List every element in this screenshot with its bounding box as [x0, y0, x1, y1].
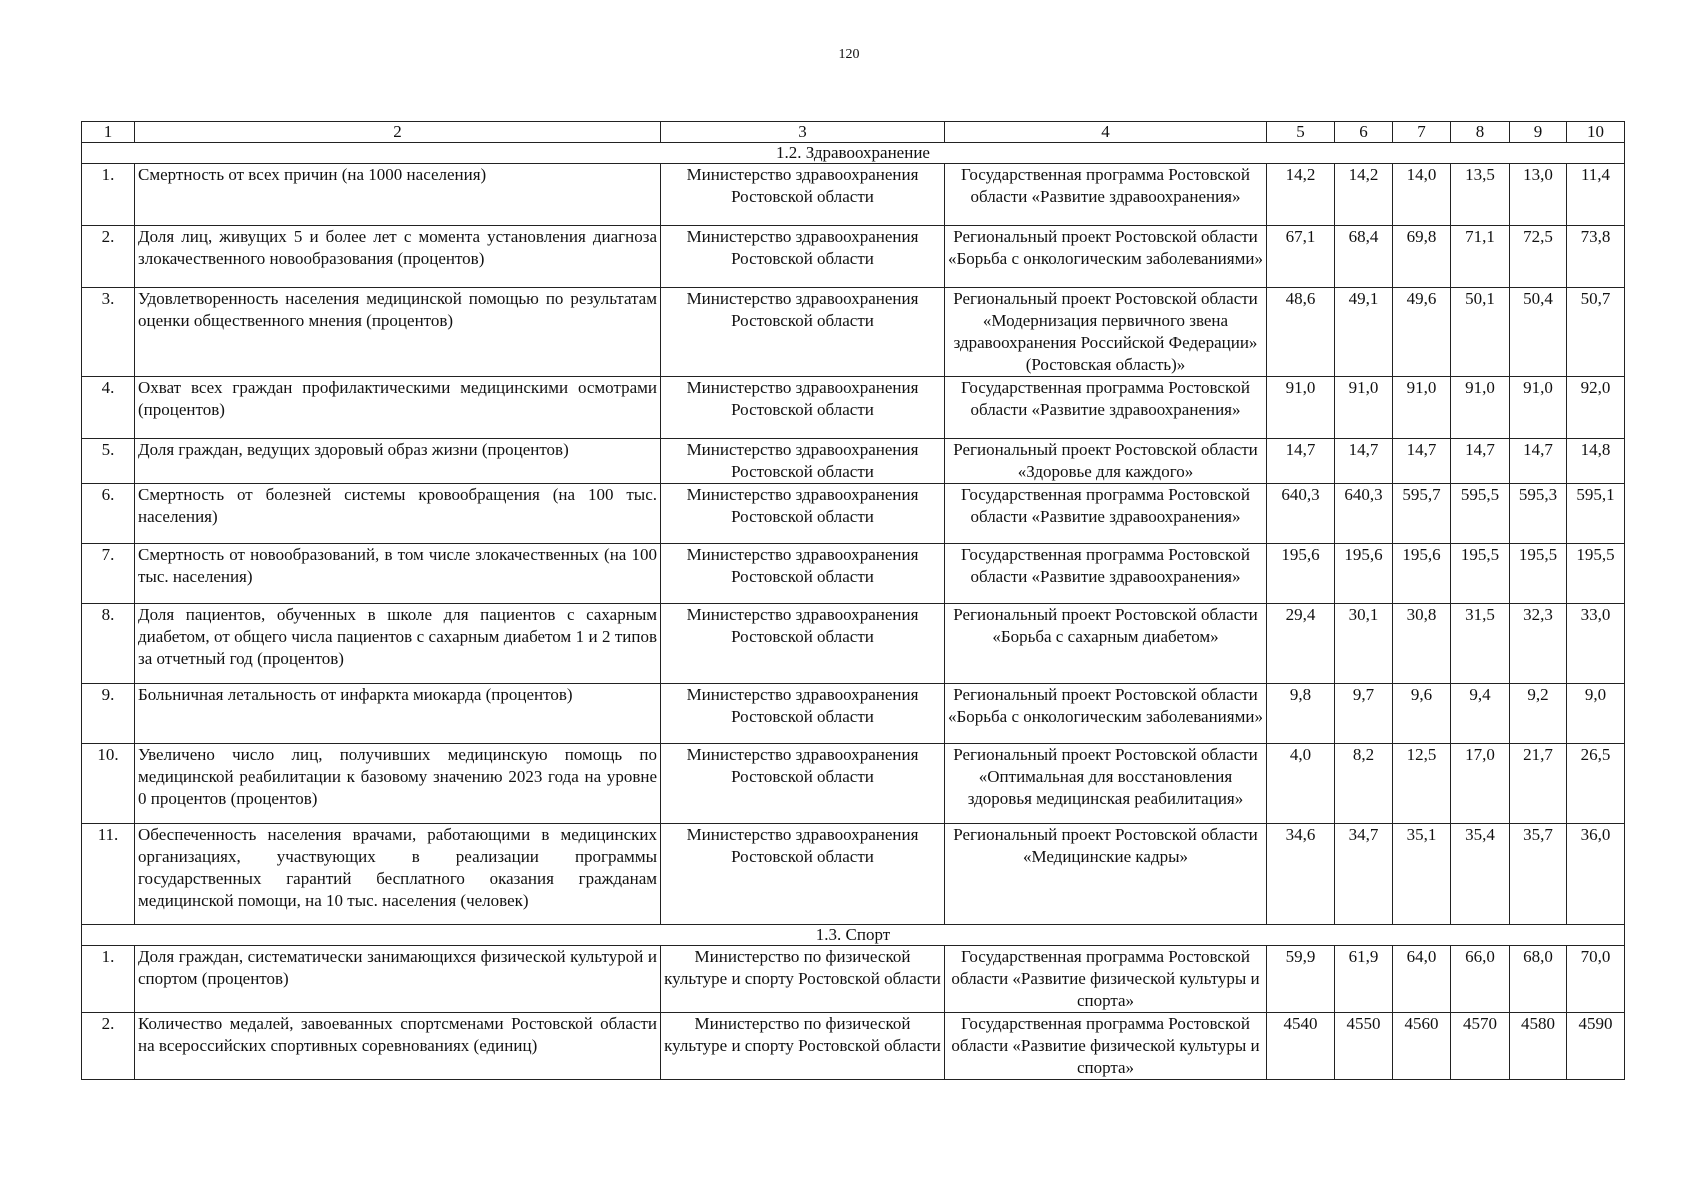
column-header: 8 — [1451, 122, 1510, 143]
indicator-value: 13,5 — [1451, 164, 1510, 226]
indicator-value: 9,6 — [1393, 684, 1451, 744]
indicator-value: 36,0 — [1567, 824, 1625, 925]
table-row — [82, 544, 1625, 604]
table-row — [82, 377, 1625, 439]
row-number: 6. — [82, 484, 135, 544]
indicator-value: 595,7 — [1393, 484, 1451, 544]
program-name: Государственная программа Ростовской области «Развитие здравоохранения» — [945, 484, 1267, 544]
table-row — [82, 824, 1625, 925]
indicator-name: Увеличено число лиц, получивших медицинскую помощь по медицинской реабилитации к базовому значению 2023 года на уровне 0 процентов (процентов) — [135, 744, 661, 824]
responsible-executor: Министерство здравоохранения Ростовской области — [661, 604, 945, 684]
page-number: 120 — [838, 47, 860, 62]
indicator-value: 32,3 — [1510, 604, 1567, 684]
row-number: 1. — [82, 946, 135, 1013]
indicator-value: 48,6 — [1267, 288, 1335, 377]
responsible-executor: Министерство здравоохранения Ростовской области — [661, 744, 945, 824]
column-header: 9 — [1510, 122, 1567, 143]
indicator-value: 9,4 — [1451, 684, 1510, 744]
indicator-value: 13,0 — [1510, 164, 1567, 226]
indicator-value: 21,7 — [1510, 744, 1567, 824]
indicator-value: 11,4 — [1567, 164, 1625, 226]
responsible-executor: Министерство здравоохранения Ростовской области — [661, 288, 945, 377]
indicator-value: 26,5 — [1567, 744, 1625, 824]
indicator-value: 66,0 — [1451, 946, 1510, 1013]
program-name: Региональный проект Ростовской области «Борьба с онкологическим заболеваниями» — [945, 684, 1267, 744]
responsible-executor: Министерство здравоохранения Ростовской области — [661, 226, 945, 288]
table-row — [82, 946, 1625, 1013]
program-name: Региональный проект Ростовской области «Модернизация первичного звена здравоохранения Российской Федерации» (Ростовская область)» — [945, 288, 1267, 377]
indicator-value: 195,6 — [1267, 544, 1335, 604]
indicators-table — [81, 121, 1625, 1080]
indicator-value: 30,8 — [1393, 604, 1451, 684]
indicator-name: Смертность от всех причин (на 1000 населения) — [135, 164, 661, 226]
program-name: Региональный проект Ростовской области «Оптимальная для восстановления здоровья медицинская реабилитация» — [945, 744, 1267, 824]
indicator-value: 91,0 — [1267, 377, 1335, 439]
indicator-value: 91,0 — [1393, 377, 1451, 439]
row-number: 9. — [82, 684, 135, 744]
responsible-executor: Министерство по физической культуре и спорту Ростовской области — [661, 1013, 945, 1080]
column-header: 6 — [1335, 122, 1393, 143]
indicator-value: 595,5 — [1451, 484, 1510, 544]
responsible-executor: Министерство здравоохранения Ростовской области — [661, 439, 945, 484]
indicator-value: 640,3 — [1267, 484, 1335, 544]
indicator-name: Доля лиц, живущих 5 и более лет с момента установления диагноза злокачественного новообразования (процентов) — [135, 226, 661, 288]
indicator-value: 195,6 — [1393, 544, 1451, 604]
indicator-value: 73,8 — [1567, 226, 1625, 288]
indicator-value: 9,0 — [1567, 684, 1625, 744]
indicator-value: 72,5 — [1510, 226, 1567, 288]
indicator-value: 4560 — [1393, 1013, 1451, 1080]
column-header: 5 — [1267, 122, 1335, 143]
indicator-value: 29,4 — [1267, 604, 1335, 684]
indicator-value: 71,1 — [1451, 226, 1510, 288]
program-name: Региональный проект Ростовской области «Медицинские кадры» — [945, 824, 1267, 925]
responsible-executor: Министерство здравоохранения Ростовской области — [661, 684, 945, 744]
indicator-value: 35,1 — [1393, 824, 1451, 925]
responsible-executor: Министерство здравоохранения Ростовской области — [661, 377, 945, 439]
indicator-value: 4540 — [1267, 1013, 1335, 1080]
indicator-value: 14,7 — [1393, 439, 1451, 484]
indicator-value: 17,0 — [1451, 744, 1510, 824]
program-name: Региональный проект Ростовской области «Борьба с онкологическим заболеваниями» — [945, 226, 1267, 288]
table-row — [82, 164, 1625, 226]
indicator-value: 91,0 — [1510, 377, 1567, 439]
indicator-value: 70,0 — [1567, 946, 1625, 1013]
indicator-value: 9,7 — [1335, 684, 1393, 744]
indicator-value: 34,7 — [1335, 824, 1393, 925]
indicator-value: 35,4 — [1451, 824, 1510, 925]
indicator-value: 9,8 — [1267, 684, 1335, 744]
indicator-name: Доля граждан, ведущих здоровый образ жизни (процентов) — [135, 439, 661, 484]
indicator-value: 4550 — [1335, 1013, 1393, 1080]
indicator-value: 64,0 — [1393, 946, 1451, 1013]
indicator-name: Доля граждан, систематически занимающихся физической культурой и спортом (процентов) — [135, 946, 661, 1013]
indicator-value: 69,8 — [1393, 226, 1451, 288]
indicator-value: 8,2 — [1335, 744, 1393, 824]
table-row — [82, 684, 1625, 744]
indicator-value: 50,4 — [1510, 288, 1567, 377]
indicator-value: 68,0 — [1510, 946, 1567, 1013]
indicator-value: 14,7 — [1267, 439, 1335, 484]
row-number: 11. — [82, 824, 135, 925]
indicator-value: 4580 — [1510, 1013, 1567, 1080]
responsible-executor: Министерство по физической культуре и спорту Ростовской области — [661, 946, 945, 1013]
row-number: 4. — [82, 377, 135, 439]
indicator-name: Смертность от болезней системы кровообращения (на 100 тыс. населения) — [135, 484, 661, 544]
row-number: 10. — [82, 744, 135, 824]
indicator-value: 195,5 — [1510, 544, 1567, 604]
indicator-value: 14,7 — [1510, 439, 1567, 484]
indicator-value: 12,5 — [1393, 744, 1451, 824]
indicator-name: Смертность от новообразований, в том числе злокачественных (на 100 тыс. населения) — [135, 544, 661, 604]
program-name: Региональный проект Ростовской области «Борьба с сахарным диабетом» — [945, 604, 1267, 684]
indicator-value: 31,5 — [1451, 604, 1510, 684]
column-header: 2 — [135, 122, 661, 143]
program-name: Государственная программа Ростовской области «Развитие здравоохранения» — [945, 544, 1267, 604]
indicator-value: 34,6 — [1267, 824, 1335, 925]
indicator-value: 595,3 — [1510, 484, 1567, 544]
indicator-value: 9,2 — [1510, 684, 1567, 744]
row-number: 7. — [82, 544, 135, 604]
indicator-value: 35,7 — [1510, 824, 1567, 925]
column-header: 10 — [1567, 122, 1625, 143]
indicator-value: 49,1 — [1335, 288, 1393, 377]
indicator-value: 640,3 — [1335, 484, 1393, 544]
table-row — [82, 288, 1625, 377]
indicator-value: 195,6 — [1335, 544, 1393, 604]
program-name: Региональный проект Ростовской области «Здоровье для каждого» — [945, 439, 1267, 484]
column-header: 7 — [1393, 122, 1451, 143]
indicator-value: 68,4 — [1335, 226, 1393, 288]
indicator-value: 595,1 — [1567, 484, 1625, 544]
table-row — [82, 439, 1625, 484]
responsible-executor: Министерство здравоохранения Ростовской области — [661, 544, 945, 604]
table-row — [82, 744, 1625, 824]
program-name: Государственная программа Ростовской области «Развитие здравоохранения» — [945, 377, 1267, 439]
table-row — [82, 226, 1625, 288]
program-name: Государственная программа Ростовской области «Развитие здравоохранения» — [945, 164, 1267, 226]
section-row — [82, 925, 1625, 946]
indicator-name: Количество медалей, завоеванных спортсменами Ростовской области на всероссийских спортивных соревнованиях (единиц) — [135, 1013, 661, 1080]
indicator-value: 195,5 — [1567, 544, 1625, 604]
indicator-value: 30,1 — [1335, 604, 1393, 684]
indicator-name: Охват всех граждан профилактическими медицинскими осмотрами (процентов) — [135, 377, 661, 439]
indicator-value: 59,9 — [1267, 946, 1335, 1013]
indicator-name: Доля пациентов, обученных в школе для пациентов с сахарным диабетом, от общего числа пациентов с сахарным диабетом 1 и 2 типов за отчетный год (процентов) — [135, 604, 661, 684]
row-number: 3. — [82, 288, 135, 377]
responsible-executor: Министерство здравоохранения Ростовской области — [661, 824, 945, 925]
indicator-value: 4590 — [1567, 1013, 1625, 1080]
column-header: 4 — [945, 122, 1267, 143]
indicator-value: 50,7 — [1567, 288, 1625, 377]
indicator-value: 14,0 — [1393, 164, 1451, 226]
section-title: 1.2. Здравоохранение — [82, 143, 1625, 164]
indicator-value: 92,0 — [1567, 377, 1625, 439]
indicator-value: 50,1 — [1451, 288, 1510, 377]
indicator-value: 33,0 — [1567, 604, 1625, 684]
indicator-value: 4,0 — [1267, 744, 1335, 824]
indicator-value: 14,2 — [1335, 164, 1393, 226]
row-number: 5. — [82, 439, 135, 484]
indicator-name: Больничная летальность от инфаркта миокарда (процентов) — [135, 684, 661, 744]
indicator-value: 14,8 — [1567, 439, 1625, 484]
row-number: 8. — [82, 604, 135, 684]
indicator-value: 67,1 — [1267, 226, 1335, 288]
section-title: 1.3. Спорт — [82, 925, 1625, 946]
indicator-value: 61,9 — [1335, 946, 1393, 1013]
column-header-row — [82, 122, 1625, 143]
indicator-name: Удовлетворенность населения медицинской помощью по результатам оценки общественного мнения (процентов) — [135, 288, 661, 377]
responsible-executor: Министерство здравоохранения Ростовской области — [661, 484, 945, 544]
indicator-value: 4570 — [1451, 1013, 1510, 1080]
indicator-value: 91,0 — [1335, 377, 1393, 439]
row-number: 1. — [82, 164, 135, 226]
row-number: 2. — [82, 226, 135, 288]
section-row — [82, 143, 1625, 164]
indicator-value: 195,5 — [1451, 544, 1510, 604]
column-header: 3 — [661, 122, 945, 143]
indicator-name: Обеспеченность населения врачами, работающими в медицинских организациях, участвующих в реализации программы государственных гарантий бесплатного оказания гражданам медицинской помощи, на 10 тыс. населения (человек) — [135, 824, 661, 925]
indicator-value: 14,2 — [1267, 164, 1335, 226]
column-header: 1 — [82, 122, 135, 143]
responsible-executor: Министерство здравоохранения Ростовской области — [661, 164, 945, 226]
table-row — [82, 604, 1625, 684]
row-number: 2. — [82, 1013, 135, 1080]
table-body — [82, 122, 1625, 1080]
indicator-value: 49,6 — [1393, 288, 1451, 377]
program-name: Государственная программа Ростовской области «Развитие физической культуры и спорта» — [945, 946, 1267, 1013]
program-name: Государственная программа Ростовской области «Развитие физической культуры и спорта» — [945, 1013, 1267, 1080]
indicator-value: 91,0 — [1451, 377, 1510, 439]
indicator-value: 14,7 — [1451, 439, 1510, 484]
indicator-value: 14,7 — [1335, 439, 1393, 484]
table-row — [82, 484, 1625, 544]
table-row — [82, 1013, 1625, 1080]
